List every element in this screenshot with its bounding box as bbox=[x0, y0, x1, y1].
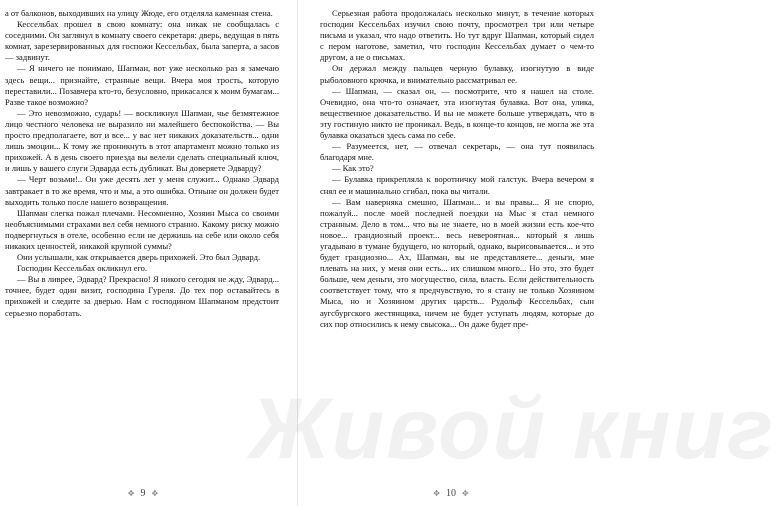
watermark: Живой книг bbox=[250, 381, 775, 477]
paragraph: — Как это? bbox=[332, 163, 374, 174]
page-number-right bbox=[411, 485, 491, 501]
ornament-icon: ✥ bbox=[433, 488, 440, 498]
paragraph: Они услышали, как открывается дверь прихожей. Это был Эдвард. bbox=[17, 252, 261, 263]
paragraph: — Черт возьми!.. Он уже десять лет у меня служит... Однако Эдвард завтракает в то же время, что и мы, а это ошибка. Отныне он должен будет выходить только после нашего возвращения. bbox=[5, 174, 279, 207]
left-page bbox=[5, 8, 279, 480]
paragraph: а от балконов, выходивших на улицу Жюде, его отделяла каменная стена. bbox=[5, 8, 273, 18]
right-page bbox=[320, 8, 594, 480]
ornament-icon: ✥ bbox=[462, 488, 469, 498]
paragraph: Он держал между пальцев черную булавку, изогнутую в виде рыболовного крючка, и внимательно рассматривал ее. bbox=[320, 63, 594, 85]
paragraph: — Разумеется, нет, — отвечал секретарь, — она тут появилась благодаря мне. bbox=[320, 141, 594, 163]
paragraph: — Это невозможно, сударь! — воскликнул Шапман, чье безмятежное лицо честного человека не выразило ни малейшего беспокойства. — Вы просто предполагаете, вот и все... у вас нет никаких доказательств... одни лишь эмоции... К тому же проникнуть в этот апартамент можно только из прихожей. А в день своего приезда вы велели сделать специальный ключ, и лишь у вашего слуги Эдварда есть дубликат. Вы доверяете Эдварду? bbox=[5, 107, 279, 174]
paragraph: — Шапман, — сказал он, — посмотрите, что я нашел на столе. Очевидно, она что-то означает, эта изогнутая булавка. Вот она, улика, вещественное доказательство. И вы не можете больше утверждать, что в эту гостиную никто не проникал. Ведь, в конце-то концов, не могла же эта булавка оказаться здесь сама по себе. bbox=[320, 85, 594, 141]
page-gutter bbox=[297, 0, 298, 506]
paragraph: Шапман слегка пожал плечами. Несомненно, Хозяин Мыса со своими необъяснимыми страхами вел себя немного странно. Какому риску можно подвергнуться в отеле, особенно если не держишь на себе или около себя никаких ценностей, никакой крупной суммы? bbox=[5, 207, 279, 251]
page-number: 10 bbox=[446, 487, 456, 499]
paragraph: — Булавка прикрепляла к воротничку мой галстук. Вчера вечером я снял ее и машинально сгибал, пока вы читали. bbox=[320, 174, 594, 196]
paragraph: — Я ничего не понимаю, Шапман, вот уже несколько раз я замечаю здесь вещи... признайте, странные вещи. Вчера моя трость, которую переставили... Позавчера кто-то, безусловно, прикасался к моим бумагам... Разве такое возможно? bbox=[5, 63, 279, 107]
page-number-left bbox=[103, 485, 183, 501]
ornament-icon: ✥ bbox=[127, 488, 135, 498]
paragraph: — Вы в ливрее, Эдвард? Прекрасно! Я никого сегодня не жду, Эдвард... точнее, будет один визит, господина Гуреля. До тех пор оставайтесь в прихожей и следите за дверью. Нам с господином Шапманом предстоит серьезно поработать. bbox=[5, 274, 279, 318]
paragraph: Кессельбах прошел в свою комнату: она никак не сообщалась с соседними. Он заглянул в комнату своего секретаря: дверь, ведущая в пять комнат, зарезервированных для госпожи Кессельбах, была заперта, а засов — задвинут. bbox=[5, 19, 279, 63]
paragraph: — Вам наверняка смешно, Шапман... и вы правы... Я не спорю, пожалуй... после моей последней поездки на Мыс я стал немного странным. Дело в том... что вы не знаете, но в моей жизни есть кое-что новое... грандиозный проект... весь невероятная... который я лишь угадываю в тумане будущего, но который, однако, вырисовывается... и это будет грандиозно... Ах, Шапман, вы не представляете... деньги, мне плевать на них, у меня они есть... их слишком много... Но это, это будет больше, чем деньги, это могущество, сила, власть. Если действительность соответствует тому, что я предчувствую, то я стану не только Хозяином Мыса, но и Хозяином других царств... Рудольф Кессельбах, сын аугсбургского жестянщика, ничем не будет уступать людям, которые до сих пор относились к нему свысока... Он даже будет пре- bbox=[320, 196, 594, 329]
ornament-icon: ✥ bbox=[151, 488, 159, 498]
page-number: 9 bbox=[140, 487, 146, 499]
paragraph: Серьезная работа продолжалась несколько минут, в течение которых господин Кессельбах изучил свою почту, просмотрел три или четыре письма и указал, что надо ответить. Но тут вдруг Шапман, который сидел с пером наготове, заметил, что господин Кессельбах думает о чем-то другом, а не о письмах. bbox=[320, 8, 594, 63]
paragraph: Господин Кессельбах окликнул его. bbox=[17, 263, 148, 274]
